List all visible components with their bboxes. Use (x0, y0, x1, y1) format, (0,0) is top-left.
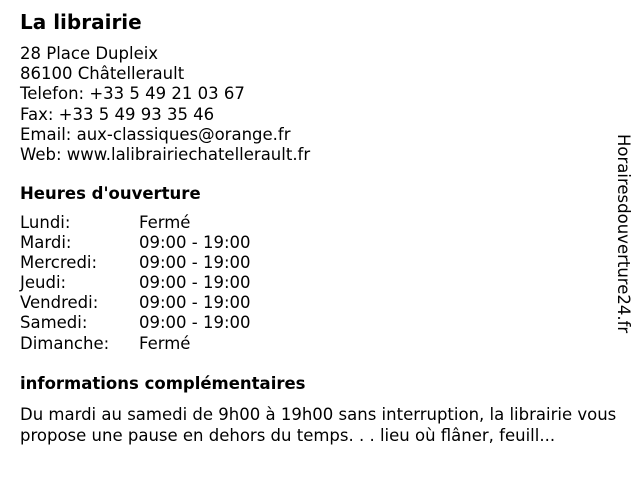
day-label: Mardi: (20, 233, 72, 253)
day-hours: Fermé (139, 333, 191, 353)
contact-block (20, 44, 600, 165)
day-label: Vendredi: (20, 293, 99, 313)
web-line: Web: www.lalibrairiechatellerault.fr (20, 145, 311, 165)
store-name: La librairie (20, 10, 142, 34)
hours-heading: Heures d'ouverture (20, 184, 201, 203)
side-brand-watermark: Horairesdouverture24.fr (614, 134, 633, 334)
day-hours: 09:00 - 19:00 (139, 293, 251, 313)
day-hours: 09:00 - 19:00 (139, 313, 251, 333)
day-label: Lundi: (20, 213, 71, 232)
email-line: Email: aux-classiques@orange.fr (20, 124, 291, 144)
info-heading: informations complémentaires (20, 374, 306, 393)
fax-line: Fax: +33 5 49 93 35 46 (20, 104, 215, 124)
info-description: Du mardi au samedi de 9h00 à 19h00 sans interruption, la librairie vous propose une pause en dehors du temps. . . lieu où flâner, feuill... (20, 405, 617, 445)
phone-line: Telefon: +33 5 49 21 03 67 (20, 84, 245, 104)
day-label: Jeudi: (20, 273, 67, 293)
day-hours: 09:00 - 19:00 (139, 233, 251, 253)
day-label: Dimanche: (20, 333, 110, 353)
address-line-city: 86100 Châtellerault (20, 64, 185, 84)
day-hours: 09:00 - 19:00 (139, 253, 251, 273)
address-line-street: 28 Place Dupleix (20, 44, 159, 63)
day-label: Samedi: (20, 313, 88, 333)
day-hours: 09:00 - 19:00 (139, 273, 251, 293)
day-label: Mercredi: (20, 253, 98, 273)
day-hours: Fermé (139, 213, 191, 232)
